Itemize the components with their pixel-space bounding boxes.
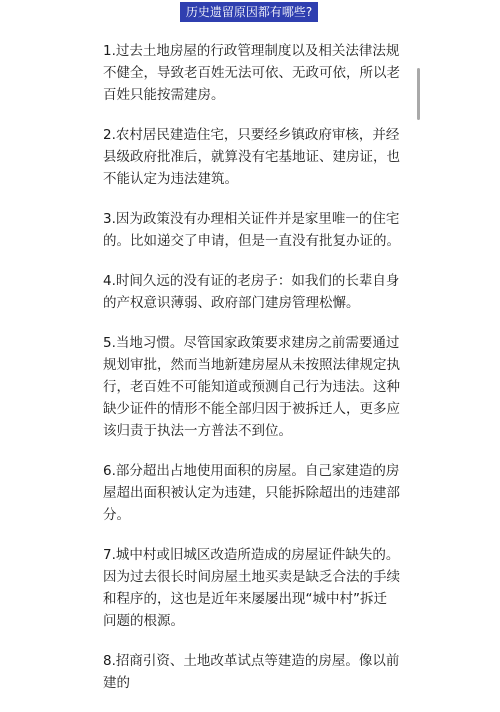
paragraph-8: 8.招商引资、土地改革试点等建造的房屋。像以前建的 [103,653,400,691]
paragraph-4: 4.时间久远的没有证的老房子：如我们的长辈自身的产权意识薄弱、政府部门建房管理松懈。 [103,273,400,311]
page-title: 历史遗留原因都有哪些? [180,2,318,22]
paragraph-2: 2.农村居民建造住宅，只要经乡镇政府审核，并经县级政府批准后，就算没有宅基地证、建房证，也不能认定为违法建筑。 [103,127,400,187]
scrollbar[interactable] [417,68,420,120]
paragraph-3: 3.因为政策没有办理相关证件并是家里唯一的住宅的。比如递交了申请，但是一直没有批复办证的。 [103,211,400,249]
paragraph-6: 6.部分超出占地使用面积的房屋。自己家建造的房屋超出面积被认定为违建，只能拆除超出的违建部分。 [103,463,400,523]
paragraph-5: 5.当地习惯。尽管国家政策要求建房之前需要通过规划审批，然而当地新建房屋从未按照法律规定执行，老百姓不可能知道或预测自己行为违法。这种缺少证件的情形不能全部归因于被拆迁人，更多应该归责于执法一方普法不到位。 [103,335,400,439]
paragraph-7: 7.城中村或旧城区改造所造成的房屋证件缺失的。因为过去很长时间房屋土地买卖是缺乏合法的手续和程序的，这也是近年来屡屡出现“城中村”拆迁问题的根源。 [103,547,400,629]
paragraph-1: 1.过去土地房屋的行政管理制度以及相关法律法规不健全，导致老百姓无法可依、无政可依，所以老百姓只能按需建房。 [103,43,400,103]
article-body [103,40,400,712]
